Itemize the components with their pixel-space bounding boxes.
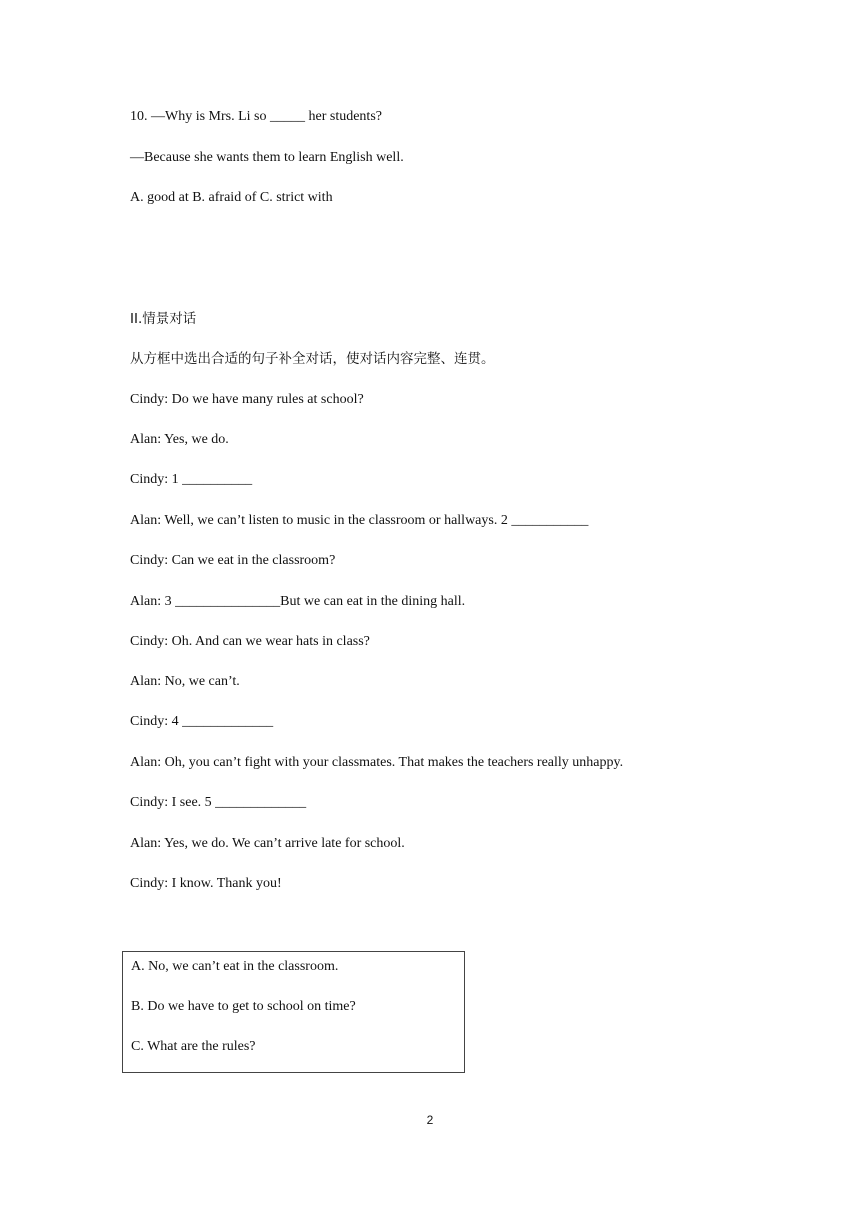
box-option-c: C. What are the rules?	[131, 1039, 256, 1054]
box-option-b: B. Do we have to get to school on time?	[131, 999, 356, 1014]
section-heading: II.情景对话	[130, 311, 197, 327]
dialogue-line: Alan: Yes, we do. We can’t arrive late for school.	[130, 836, 405, 851]
dialogue-line: Cindy: Can we eat in the classroom?	[130, 553, 336, 568]
dialogue-line: Cindy: I see. 5 _____________	[130, 795, 307, 810]
dialogue-line: Alan: Oh, you can’t fight with your classmates. That makes the teachers really unhappy.	[130, 755, 624, 770]
dialogue-line: Cindy: 4 _____________	[130, 714, 274, 729]
question-10-response: —Because she wants them to learn English well.	[130, 150, 404, 165]
dialogue-line: Alan: Well, we can’t listen to music in the classroom or hallways. 2 ___________	[130, 513, 589, 528]
box-option-a: A. No, we can’t eat in the classroom.	[131, 959, 339, 974]
question-10-prompt: 10. —Why is Mrs. Li so _____ her students?	[130, 109, 382, 124]
question-10-options: A. good at B. afraid of C. strict with	[130, 190, 333, 205]
page-number: 2	[426, 1113, 434, 1127]
options-box	[122, 951, 465, 1073]
dialogue-line: Cindy: 1 __________	[130, 472, 253, 487]
section-instruction: 从方框中选出合适的句子补全对话，使对话内容完整、连贯。	[130, 351, 495, 367]
dialogue-line: Cindy: I know. Thank you!	[130, 876, 282, 891]
dialogue-line: Alan: 3 _______________But we can eat in the dining hall.	[130, 594, 466, 609]
dialogue-line: Alan: No, we can’t.	[130, 674, 240, 689]
dialogue-line: Alan: Yes, we do.	[130, 432, 229, 447]
dialogue-line: Cindy: Oh. And can we wear hats in class?	[130, 634, 370, 649]
dialogue-line: Cindy: Do we have many rules at school?	[130, 392, 364, 407]
